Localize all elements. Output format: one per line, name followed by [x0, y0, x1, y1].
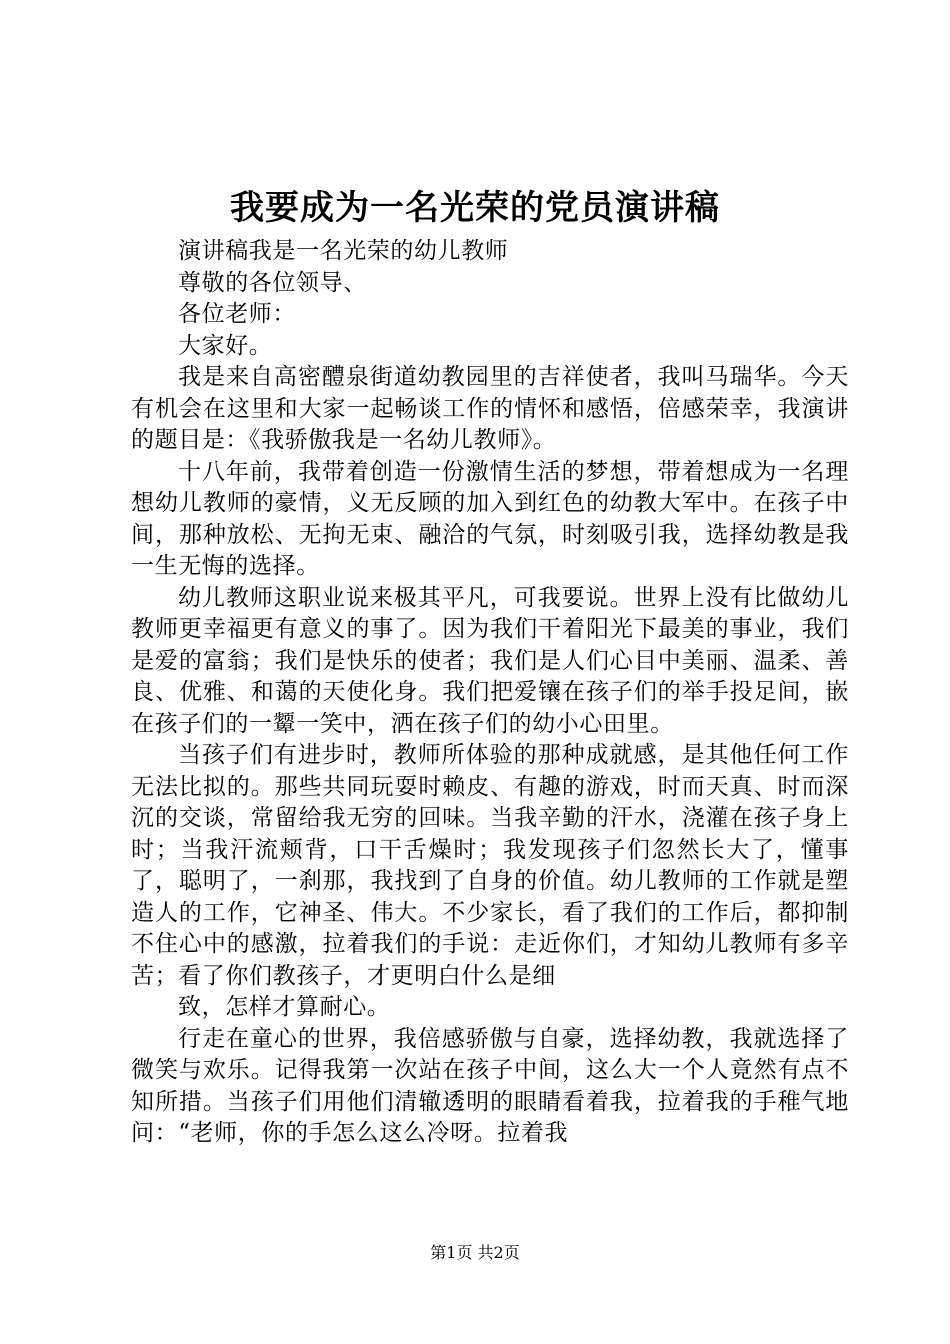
document-body [131, 236, 849, 1150]
paragraph: 致，怎样才算耐心。 [178, 994, 391, 1020]
paragraph: 我是来自高密醴泉街道幼教园里的吉祥使者，我叫马瑞华。今天有机会在这里和大家一起畅谈工作的情怀和感悟，倍感荣幸，我演讲的题目是：《我骄傲我是一名幼儿教师》。 [131, 364, 849, 453]
paragraph: 幼儿教师这职业说来极其平凡，可我要说。世界上没有比做幼儿教师更幸福更有意义的事了。因为我们干着阳光下最美的事业，我们是爱的富翁；我们是快乐的使者；我们是人们心目中美丽、温柔、善良、优雅、和蔼的天使化身。我们把爱镶在孩子们的举手投足间，嵌在孩子们的一颦一笑中，洒在孩子们的幼小心田里。 [131, 584, 849, 737]
paragraph: 当孩子们有进步时，教师所体验的那种成就感，是其他任何工作无法比拟的。那些共同玩耍时赖皮、有趣的游戏，时而天真、时而深沉的交谈，常留给我无穷的回味。当我辛勤的汗水，浇灌在孩子身上时；当我汗流颊背，口干舌燥时；我发现孩子们忽然长大了，懂事了，聪明了，一刹那，我找到了自身的价值。幼儿教师的工作就是塑造人的工作，它神圣、伟大。不少家长，看了我们的工作后，都抑制不住心中的感激，拉着我们的手说：走近你们，才知幼儿教师有多辛苦；看了你们教孩子，才更明白什么是细 [131, 742, 849, 989]
document-title: 我要成为一名光荣的党员演讲稿 [230, 188, 720, 228]
paragraph: 演讲稿我是一名光荣的幼儿教师 [178, 238, 509, 264]
paragraph: 各位老师： [178, 301, 296, 327]
paragraph: 十八年前，我带着创造一份激情生活的梦想，带着想成为一名理想幼儿教师的豪情，义无反顾的加入到红色的幼教大军中。在孩子中间，那种放松、无拘无束、融洽的气氛，时刻吸引我，选择幼教是我一生无悔的选择。 [131, 458, 849, 579]
paragraph: 行走在童心的世界，我倍感骄傲与自豪，选择幼教，我就选择了微笑与欢乐。记得我第一次站在孩子中间，这么大一个人竟然有点不知所措。当孩子们用他们清辙透明的眼睛看着我，拉着我的手稚气地问：“老师，你的手怎么这么冷呀。拉着我 [131, 1025, 849, 1146]
page-footer: 第1页 共2页 [430, 1243, 520, 1262]
paragraph: 尊敬的各位领导、 [178, 269, 367, 296]
paragraph: 大家好。 [178, 332, 273, 359]
